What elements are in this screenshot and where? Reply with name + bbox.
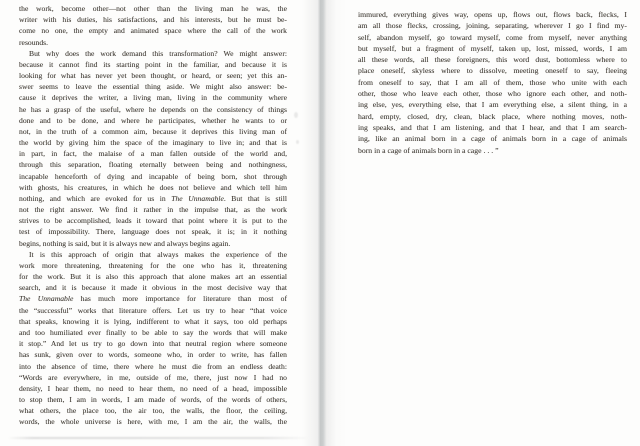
scan-speck: [296, 140, 299, 144]
text-line: nothing, and which are evoked for us in The Unnamable. But that is still: [19, 193, 288, 203]
text-line: resounds.: [19, 37, 49, 47]
text-line: that speaks, knowing it is lying, indifferent to what it says, too old perhaps: [19, 316, 287, 326]
text-line: place oneself, skyless where to dissolve, meeting oneself to say, fleeing: [358, 66, 627, 76]
text-line: density, I hear them, no need to hear them, no need of a head, impossible: [19, 383, 287, 393]
text-line: begins, nothing is said, but it is always new and always begins again.: [19, 238, 231, 248]
text-line: for the work. But it is also this approach that alone makes art an essential: [19, 272, 287, 282]
text-line: work more threatening, threatening for the one who has it, threatening: [19, 260, 287, 270]
text-line: into the absence of time, there where he must die from an endless death:: [19, 361, 287, 371]
text-line: test of impossibility. There, language does not speak, it is; in it nothing: [19, 227, 287, 237]
text-line: not the right answer. We find it rather in the impulse that, as the work: [19, 205, 287, 215]
text-line: the world by giving him the space of the imaginary to live in; and that is: [19, 138, 287, 148]
text-line: not, in the truth of a common aim, because it deprives this living man of: [19, 126, 287, 136]
text-line: and too humiliated ever finally to be able to say the words that will make: [19, 327, 287, 337]
text-line: all these words, all these foreigners, this word dust, bottomless where to: [358, 55, 627, 65]
text-line: from oneself to say, that I am all of them, those who unite with each: [358, 77, 627, 87]
text-line: but myself, but a fragment of myself, taken up, lost, missed, words, I am: [358, 43, 627, 53]
right-page-text: [358, 9, 627, 156]
right-page: [320, 0, 640, 446]
text-line: it stop.” And let us try to go down into that neutral region where someone: [19, 339, 287, 349]
text-line: swer seems to leave the essential thing aside. We might also answer: be-: [19, 82, 287, 92]
text-line: words, the whole universe is here, with me, I am the air, the walls, the: [19, 417, 287, 427]
scan-speck: [294, 112, 298, 118]
text-line: what others, the place too, the air too, the walls, the floor, the ceiling,: [19, 406, 287, 416]
text-line: to stop them, I am in words, I am made of words, of the words of others,: [19, 395, 287, 405]
text-line: writer with his duties, his satisfactions, and his interests, but he must be-: [19, 15, 287, 25]
text-line: search, and it is because it made it obvious in the most decisive way that: [19, 283, 287, 293]
text-line: ing, like an animal born in a cage of animals born in a cage of animals: [358, 134, 627, 144]
text-line: come no one, the empty and animated space where the call of the work: [19, 26, 287, 36]
left-page-text: [19, 3, 287, 428]
text-line: because it cannot find its starting point in the familiar, and because it is: [19, 59, 287, 69]
text-line: immured, everything gives way, opens up, flows out, flows back, flecks, I: [358, 10, 627, 19]
text-line: born in a cage of animals born in a cage . . . ”: [358, 145, 499, 155]
text-line: “Words are everywhere, in me, outside of me, there, just now I had no: [19, 372, 287, 382]
text-line: has sunk, given over to words, someone who, in order to write, has fallen: [19, 350, 287, 360]
text-line: self, abandon myself, go toward myself, come from myself, never anything: [358, 32, 627, 42]
text-line: ing speaks, and that I am listening, and that I hear, and that I am search-: [358, 122, 627, 132]
text-line: am all those flecks, crossing, joining, separating, wherever I go I find my-: [358, 21, 627, 31]
text-line: ing else, yes, everything else, that I am everything else, a silent thing, in a: [358, 100, 627, 110]
text-line: done and to be done, and where he participates, whether he wants to or: [19, 115, 287, 125]
text-line: the work, become other—not other than the living man he was, the: [19, 4, 287, 13]
page-bottom-edge: [8, 437, 310, 439]
text-line: incapable henceforth of dying and incapable of being born, shot through: [19, 171, 287, 181]
text-line: he has a grasp of the useful, where he depends on the consistency of things: [19, 104, 287, 114]
text-line: through this separation, floating eternally between being and nothingness,: [19, 160, 287, 170]
text-line: other, those who leave each other, those who ignore each other, and noth-: [358, 89, 627, 99]
text-line: with ghosts, his creatures, in which he does not believe and which tell him: [19, 182, 287, 192]
text-line: in part, in fact, the malaise of a man fallen outside of the world and,: [19, 149, 287, 159]
text-line: But why does the work demand this transformation? We might answer:: [29, 48, 287, 58]
text-line: cause it deprives the writer, a living man, living in the community where: [19, 93, 287, 103]
text-line: strives to be accomplished, leads it toward that point where it is put to the: [19, 216, 287, 226]
text-line: looking for what has never yet been thought, or heard, or seen; yet this an-: [19, 71, 287, 81]
text-line: It is this approach of origin that always makes the experience of the: [29, 249, 287, 259]
text-line: The Unnamable has much more importance for literature than most of: [19, 294, 288, 304]
text-line: hard, empty, closed, dry, clean, black place, where nothing moves, noth-: [358, 111, 627, 121]
text-line: the “successful” works that literature offers. Let us try to hear “that voice: [19, 305, 287, 315]
